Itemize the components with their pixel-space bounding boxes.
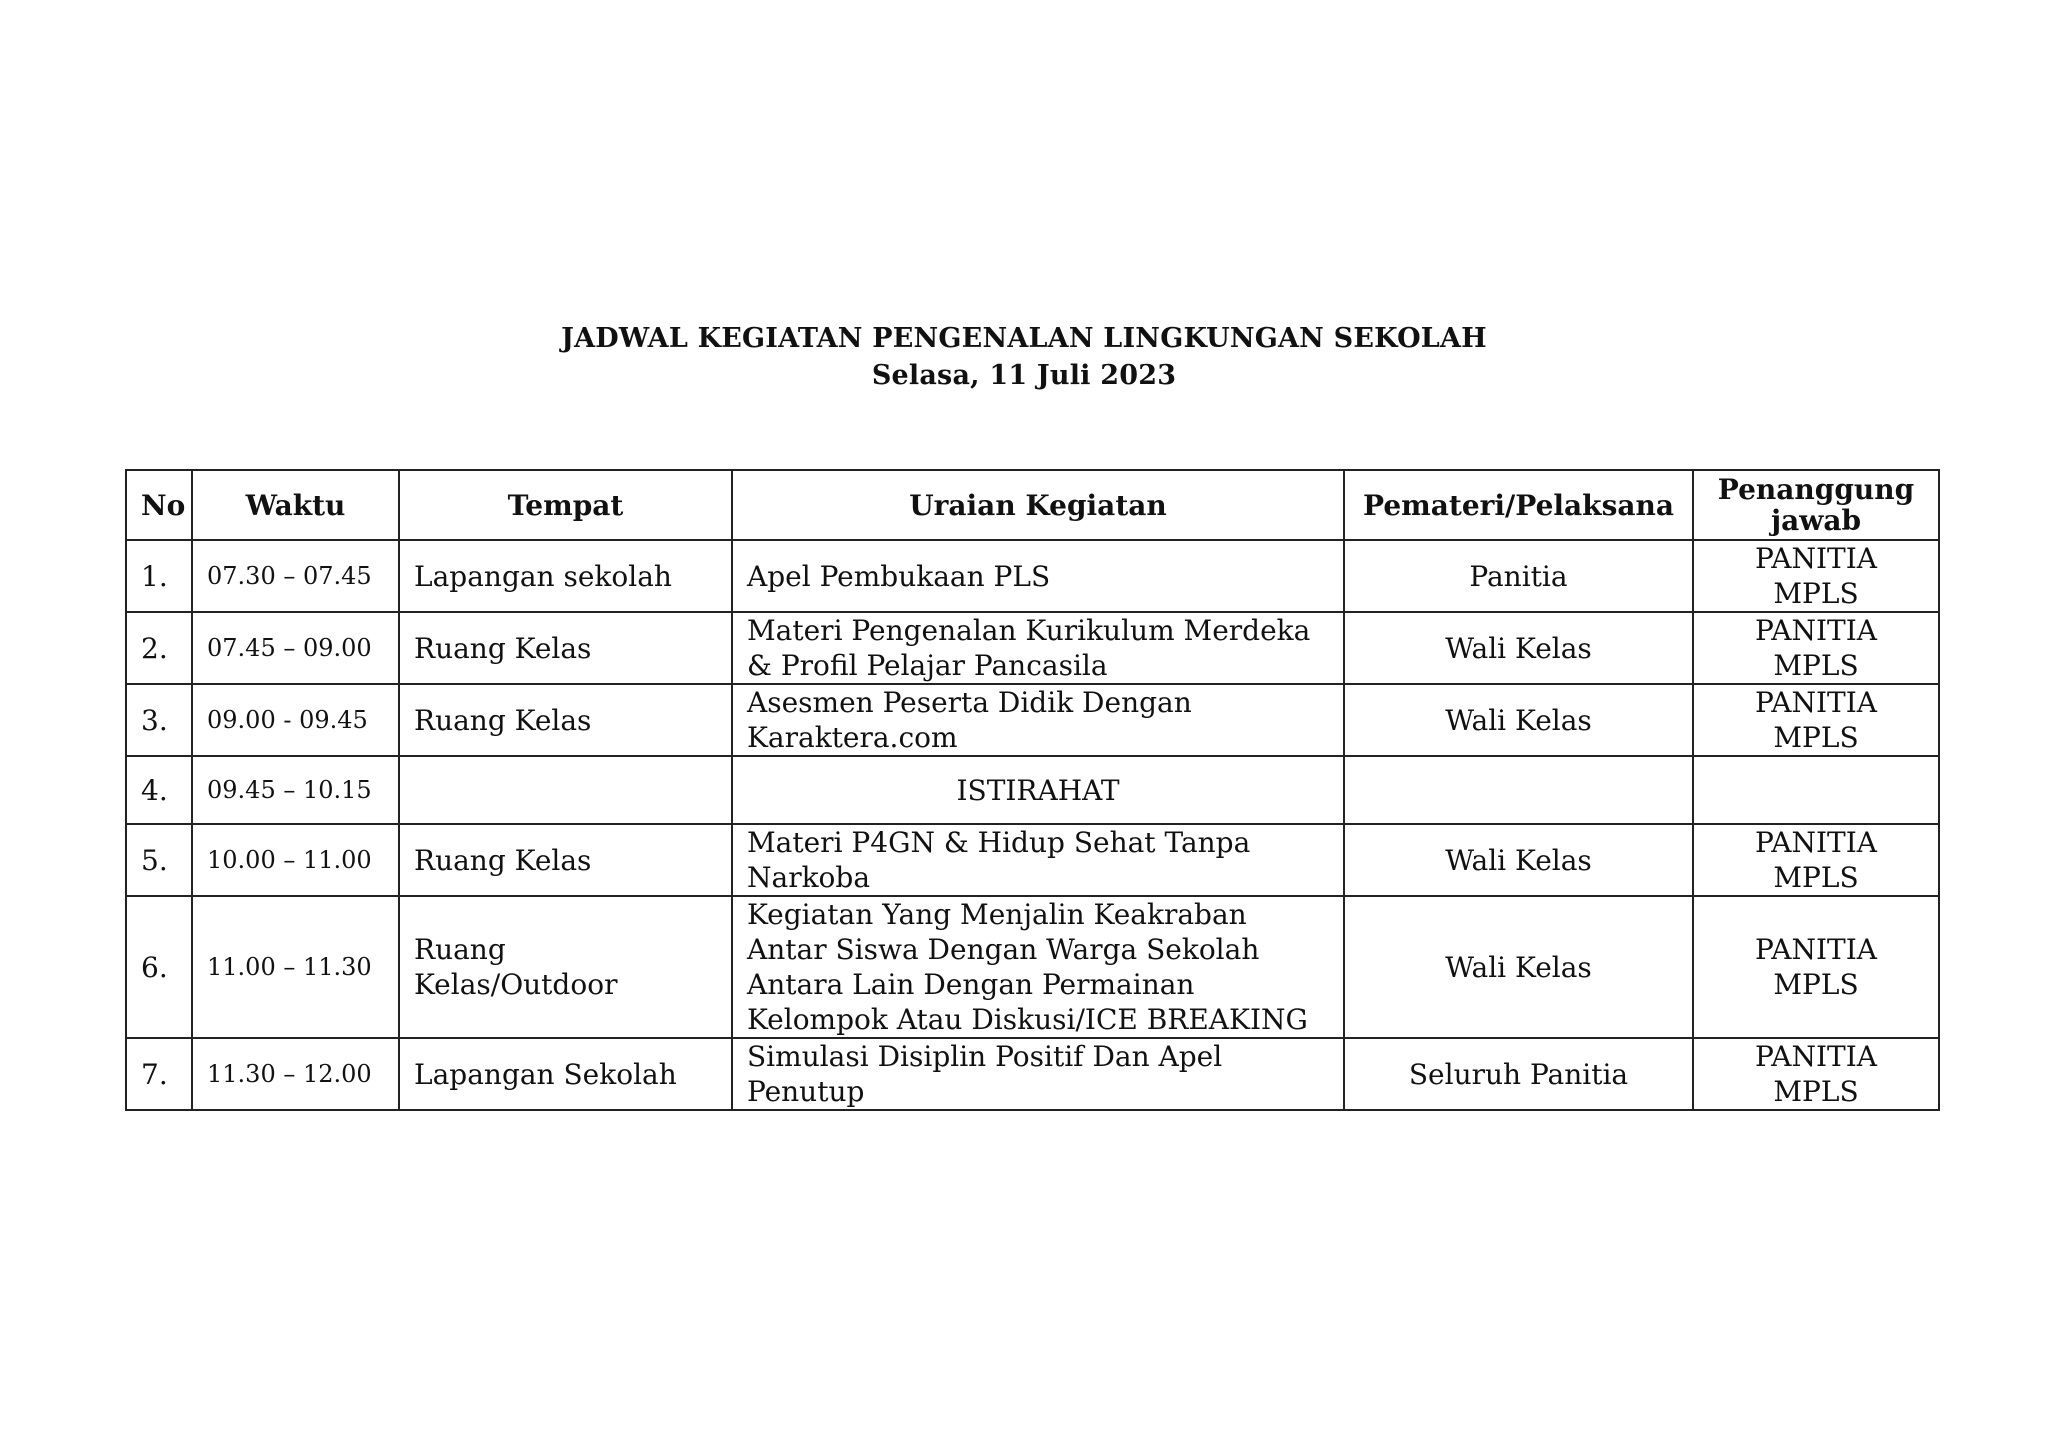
cell-tempat: Ruang Kelas — [399, 684, 732, 756]
cell-waktu: 11.30 – 12.00 — [192, 1038, 399, 1110]
table-header-row — [126, 470, 1939, 540]
cell-no: 4. — [126, 756, 192, 824]
cell-penanggung — [1693, 756, 1939, 824]
cell-pemateri: Wali Kelas — [1344, 684, 1693, 756]
header-uraian: Uraian Kegiatan — [732, 470, 1344, 540]
table-row — [126, 824, 1939, 896]
cell-waktu: 07.30 – 07.45 — [192, 540, 399, 612]
header-pemateri: Pemateri/Pelaksana — [1344, 470, 1693, 540]
header-tempat: Tempat — [399, 470, 732, 540]
cell-tempat: Ruang Kelas — [399, 824, 732, 896]
cell-pemateri: Seluruh Panitia — [1344, 1038, 1693, 1110]
cell-pemateri: Wali Kelas — [1344, 824, 1693, 896]
cell-tempat — [399, 756, 732, 824]
cell-uraian: ISTIRAHAT — [732, 756, 1344, 824]
cell-pemateri: Panitia — [1344, 540, 1693, 612]
header-waktu: Waktu — [192, 470, 399, 540]
cell-penanggung: PANITIA MPLS — [1693, 1038, 1939, 1110]
cell-tempat: Ruang Kelas — [399, 612, 732, 684]
schedule-table-wrap — [125, 469, 1940, 1111]
cell-tempat: Ruang Kelas/Outdoor — [399, 896, 732, 1038]
cell-uraian: Apel Pembukaan PLS — [732, 540, 1344, 612]
cell-uraian: Asesmen Peserta Didik Dengan Karaktera.com — [732, 684, 1344, 756]
cell-no: 2. — [126, 612, 192, 684]
cell-uraian: Materi Pengenalan Kurikulum Merdeka & Profil Pelajar Pancasila — [732, 612, 1344, 684]
cell-pemateri: Wali Kelas — [1344, 612, 1693, 684]
cell-no: 3. — [126, 684, 192, 756]
title-block — [0, 320, 2048, 394]
header-no: No — [126, 470, 192, 540]
cell-pemateri — [1344, 756, 1693, 824]
cell-waktu: 07.45 – 09.00 — [192, 612, 399, 684]
table-row — [126, 612, 1939, 684]
cell-no: 1. — [126, 540, 192, 612]
document-title: JADWAL KEGIATAN PENGENALAN LINGKUNGAN SEKOLAH — [561, 323, 1487, 354]
cell-penanggung: PANITIA MPLS — [1693, 612, 1939, 684]
table-row — [126, 540, 1939, 612]
cell-uraian: Materi P4GN & Hidup Sehat Tanpa Narkoba — [732, 824, 1344, 896]
cell-no: 5. — [126, 824, 192, 896]
cell-tempat: Lapangan sekolah — [399, 540, 732, 612]
table-row — [126, 896, 1939, 1038]
cell-penanggung: PANITIA MPLS — [1693, 896, 1939, 1038]
document-subtitle: Selasa, 11 Juli 2023 — [871, 360, 1177, 391]
cell-pemateri: Wali Kelas — [1344, 896, 1693, 1038]
cell-uraian: Kegiatan Yang Menjalin Keakraban Antar Siswa Dengan Warga Sekolah Antara Lain Dengan Permainan Kelompok Atau Diskusi/ICE BREAKING — [732, 896, 1344, 1038]
cell-uraian: Simulasi Disiplin Positif Dan Apel Penutup — [732, 1038, 1344, 1110]
table-row — [126, 1038, 1939, 1110]
cell-penanggung: PANITIA MPLS — [1693, 824, 1939, 896]
cell-no: 6. — [126, 896, 192, 1038]
table-row — [126, 684, 1939, 756]
table-row — [126, 756, 1939, 824]
cell-penanggung: PANITIA MPLS — [1693, 540, 1939, 612]
cell-penanggung: PANITIA MPLS — [1693, 684, 1939, 756]
cell-no: 7. — [126, 1038, 192, 1110]
header-penanggung: Penanggung jawab — [1693, 470, 1939, 540]
cell-waktu: 10.00 – 11.00 — [192, 824, 399, 896]
cell-waktu: 09.45 – 10.15 — [192, 756, 399, 824]
cell-waktu: 09.00 - 09.45 — [192, 684, 399, 756]
cell-tempat: Lapangan Sekolah — [399, 1038, 732, 1110]
schedule-table — [125, 469, 1940, 1111]
cell-waktu: 11.00 – 11.30 — [192, 896, 399, 1038]
